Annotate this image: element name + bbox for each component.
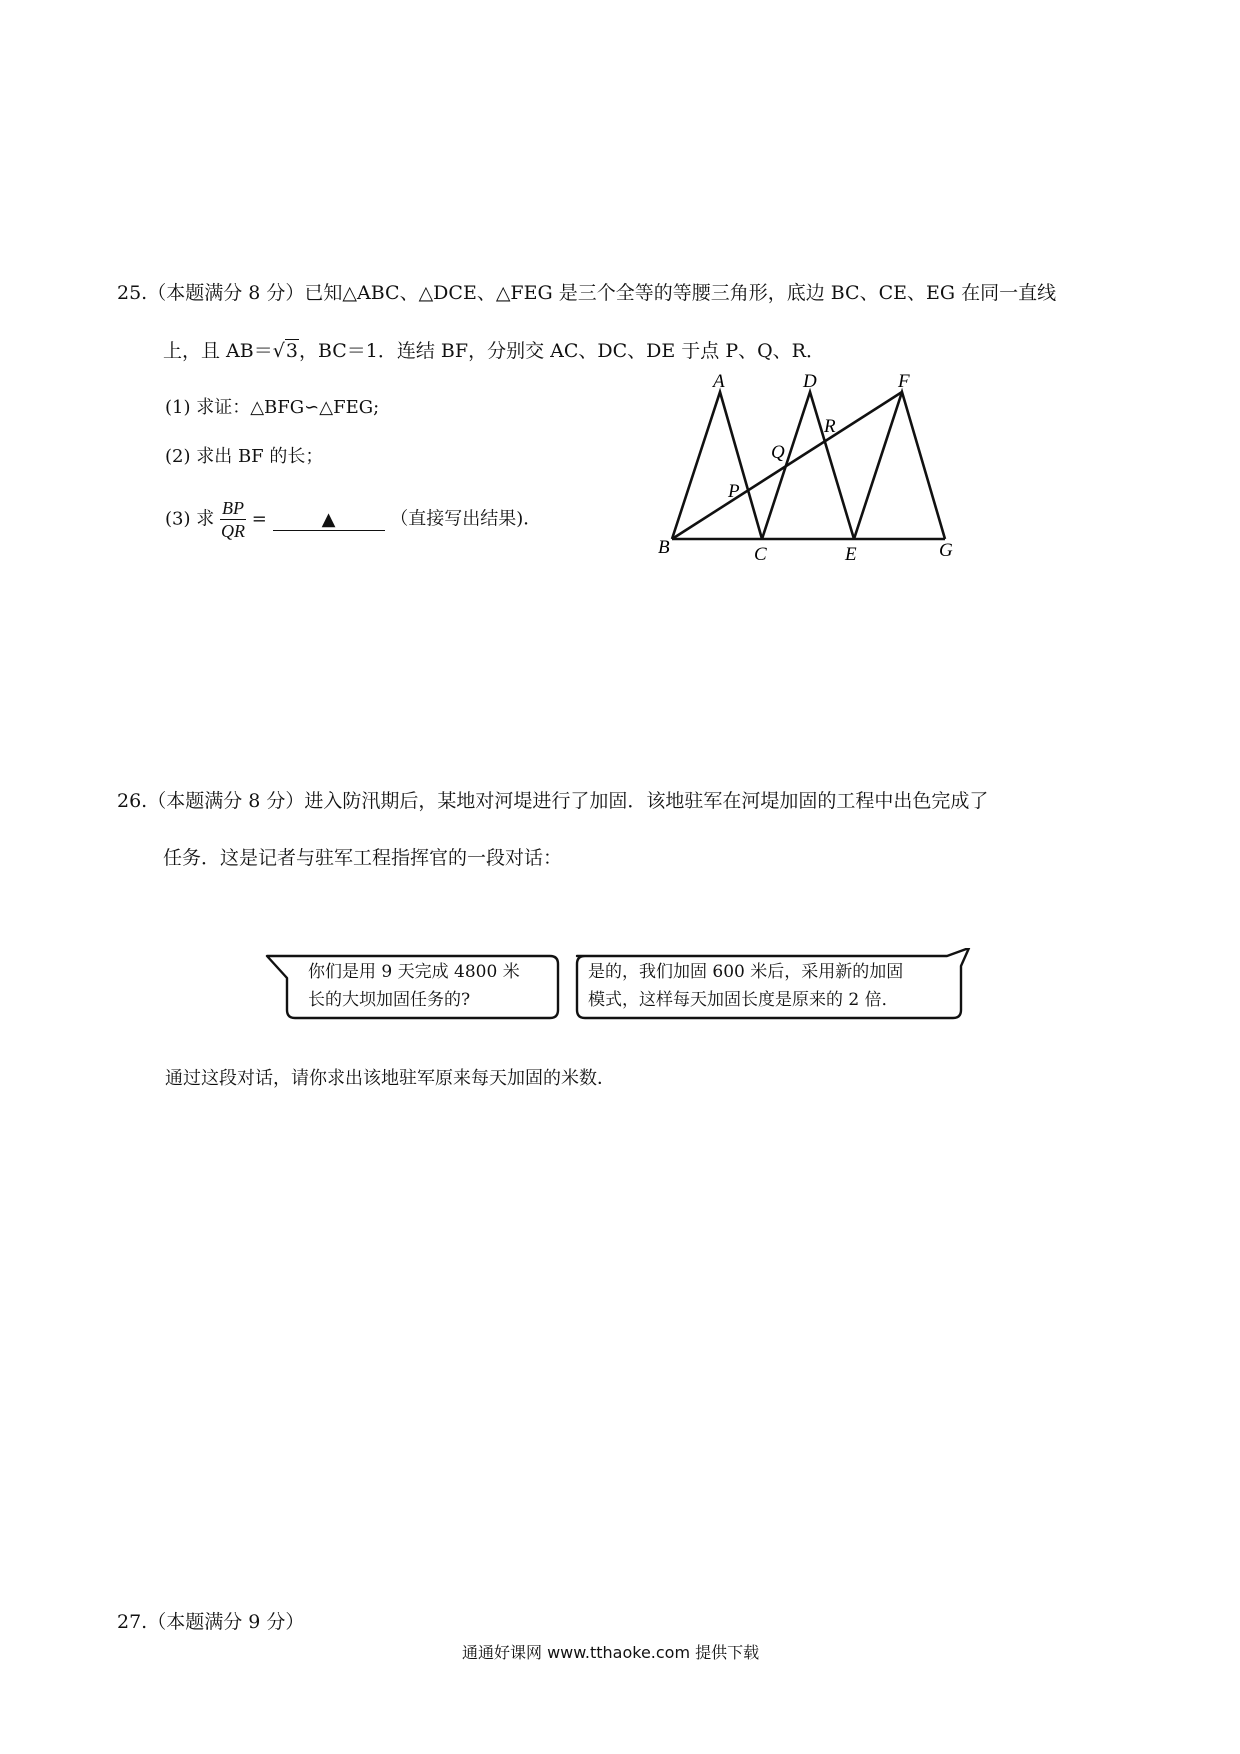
q25-part2: (2) 求出 BF 的长； — [165, 446, 324, 467]
label-a: A — [713, 371, 725, 392]
triangle-marker-icon: ▲ — [321, 508, 336, 530]
q25-part3-post: （直接写出结果)． — [390, 508, 542, 530]
q26-line2: 任务．这是记者与驻军工程指挥官的一段对话： — [163, 847, 563, 869]
q25-heading: 25.（本题满分 8 分）已知△ABC、△DCE、△FEG 是三个全等的等腰三角形，底边 BC、CE、EG 在同一直线 — [117, 282, 1057, 304]
q25-condition-post: ，BC＝1．连结 BF，分别交 AC、DC、DE 于点 P、Q、R． — [298, 340, 825, 362]
bubble-left-line2: 长的大坝加固任务的? — [308, 990, 471, 1010]
label-c: C — [754, 544, 767, 565]
q26-heading: 26.（本题满分 8 分）进入防汛期后，某地对河堤进行了加固．该地驻军在河堤加固的工程中出色完成了 — [117, 790, 989, 812]
q25-condition-line — [163, 336, 825, 363]
answer-blank — [273, 510, 385, 531]
q25-condition-pre: 上，且 AB＝ — [163, 340, 273, 362]
label-b: B — [658, 537, 670, 558]
equals-sign: = — [251, 508, 267, 530]
fraction-denominator: QR — [220, 521, 245, 541]
label-e: E — [845, 544, 857, 565]
bubble-right-line2: 模式，这样每天加固长度是原来的 2 倍． — [588, 990, 899, 1010]
bubble-right-line1: 是的，我们加固 600 米后，采用新的加固 — [588, 962, 904, 982]
triangles-figure — [640, 365, 970, 575]
label-d: D — [803, 371, 817, 392]
q25-part3-pre: (3) 求 — [165, 508, 215, 530]
q25-part3 — [165, 497, 541, 542]
sqrt-expression: √3 — [272, 340, 298, 362]
triangle-abc — [672, 392, 762, 539]
bubble-left-line1: 你们是用 9 天完成 4800 米 — [308, 962, 520, 982]
q25-part1: (1) 求证：△BFG∽△FEG; — [165, 397, 380, 418]
segment-bf — [672, 392, 902, 539]
label-r: R — [824, 416, 836, 437]
q27-heading: 27.（本题满分 9 分） — [117, 1611, 305, 1633]
sqrt-radicand: 3 — [285, 340, 298, 362]
triangle-dce — [762, 392, 854, 539]
fraction-numerator: BP — [221, 498, 244, 518]
label-p: P — [728, 481, 740, 502]
page-footer: 通通好课网 www.tthaoke.com 提供下载 — [462, 1643, 760, 1662]
label-q: Q — [771, 442, 785, 463]
q26-question: 通过这段对话，请你求出该地驻军原来每天加固的米数． — [165, 1068, 615, 1089]
label-f: F — [898, 371, 910, 392]
label-g: G — [939, 540, 953, 561]
ratio-fraction — [220, 497, 246, 542]
